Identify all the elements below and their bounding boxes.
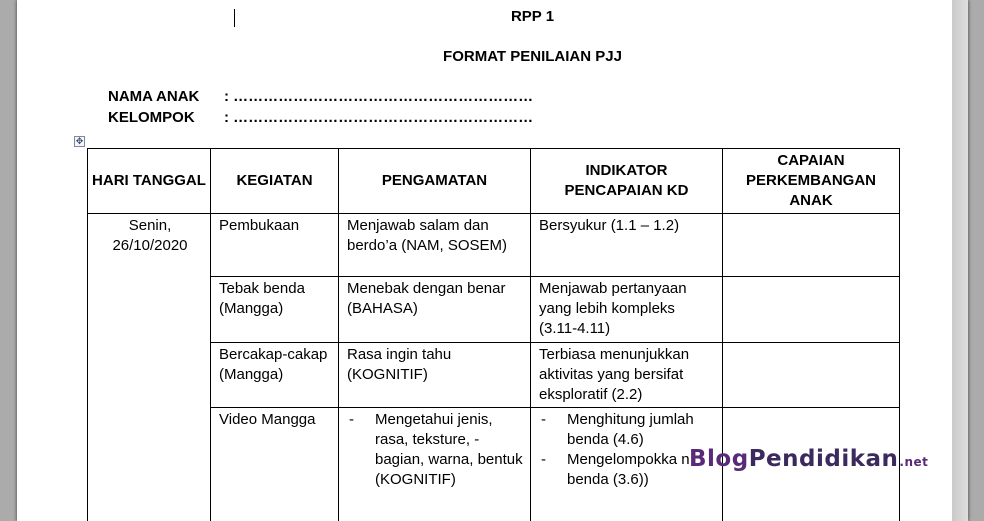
observation-list: [347, 410, 524, 490]
activity-cell: Bercakap-cakap (Mangga): [211, 343, 339, 408]
table-header-row: [88, 149, 900, 214]
header-pengamatan: PENGAMATAN: [339, 149, 531, 214]
observation-cell: [339, 408, 531, 521]
watermark-part: Pendidikan: [748, 446, 899, 472]
field-kelompok: [108, 109, 533, 126]
field-label: KELOMPOK: [108, 109, 195, 126]
header-indikator: INDIKATOR PENCAPAIAN KD: [531, 149, 723, 214]
list-item: - Mengelompokka n benda (3.6)): [539, 450, 716, 490]
activity-cell: Pembukaan: [211, 214, 339, 277]
header-hari-tanggal: HARI TANGGAL: [88, 149, 211, 214]
field-value: : ……………………………………………………: [224, 88, 534, 105]
activity-cell: Video Mangga: [211, 408, 339, 521]
page-edge-shadow: [952, 0, 968, 521]
indicator-cell: Menjawab pertanyaan yang lebih kompleks (3.11-4.11): [531, 277, 723, 343]
table-row: [88, 214, 900, 277]
observation-cell: Menebak dengan benar (BAHASA): [339, 277, 531, 343]
observation-cell: Menjawab salam dan berdo’a (NAM, SOSEM): [339, 214, 531, 277]
activity-cell: Tebak benda (Mangga): [211, 277, 339, 343]
list-item: - Menghitung jumlah benda (4.6): [539, 410, 716, 450]
document-page[interactable]: [17, 0, 968, 521]
indicator-cell: Bersyukur (1.1 – 1.2): [531, 214, 723, 277]
field-nama-anak: [108, 88, 533, 105]
achievement-cell[interactable]: [723, 343, 900, 408]
list-item: - Mengetahui jenis, rasa, teksture, - bagian, warna, bentuk (KOGNITIF): [347, 410, 524, 490]
observation-cell: Rasa ingin tahu (KOGNITIF): [339, 343, 531, 408]
watermark-logo: [689, 446, 928, 472]
header-kegiatan: KEGIATAN: [211, 149, 339, 214]
watermark-part: Blog: [689, 446, 749, 472]
day-cell: Senin, 26/10/2020: [88, 214, 211, 521]
header-capaian: CAPAIAN PERKEMBANGAN ANAK: [723, 149, 900, 214]
document-subtitle: FORMAT PENILAIAN PJJ: [443, 48, 622, 65]
field-value: : ……………………………………………………: [224, 109, 534, 126]
watermark-part: .net: [899, 455, 929, 469]
move-icon[interactable]: ✥: [75, 136, 84, 146]
achievement-cell[interactable]: [723, 277, 900, 343]
achievement-cell[interactable]: [723, 214, 900, 277]
document-title: RPP 1: [510, 8, 555, 25]
indicator-cell: Terbiasa menunjukkan aktivitas yang bersifat eksploratif (2.2): [531, 343, 723, 408]
field-label: NAMA ANAK: [108, 88, 200, 105]
